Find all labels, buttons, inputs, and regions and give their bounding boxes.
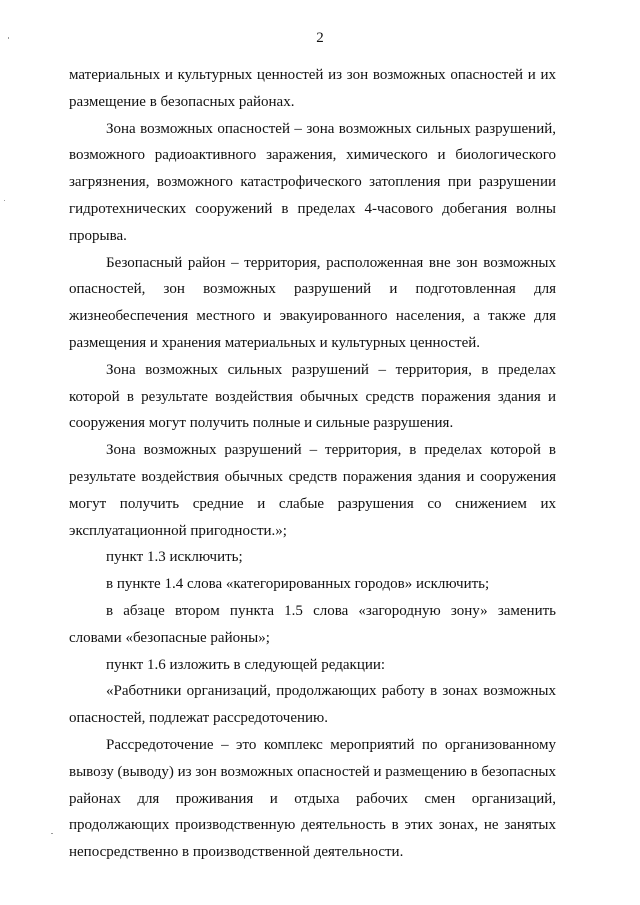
scan-mark-top-left bbox=[8, 37, 9, 39]
page-number: 2 bbox=[316, 30, 324, 46]
paragraph-item-1-6: пункт 1.6 изложить в следующей редакции: bbox=[106, 656, 386, 673]
paragraph-safe-area-definition: Безопасный район – территория, расположенная вне зон возможных опасностей, зон возможных разрушений и подготовленная для жизнеобеспечения местного и эвакуированного населения, а также для размещения и хранения материальных и культурных ценностей. bbox=[69, 254, 556, 351]
paragraph-item-1-3: пункт 1.3 исключить; bbox=[106, 549, 243, 566]
paragraph-continuation: материальных и культурных ценностей из зон возможных опасностей и их размещение в безопасных районах. bbox=[69, 67, 556, 110]
document-body bbox=[69, 62, 556, 866]
paragraph-danger-zone-definition: Зона возможных опасностей – зона возможных сильных разрушений, возможного радиоактивного заражения, химического и биологического загрязнения, возможного катастрофического затопления при разрушении гидротехнических сооружений в пределах 4-часового добегания волны прорыва. bbox=[69, 120, 556, 244]
paragraph-severe-destruction-zone: Зона возможных сильных разрушений – территория, в пределах которой в результате воздействия обычных средств поражения здания и сооружения могут получить полные и сильные разрушения. bbox=[69, 361, 556, 432]
paragraph-dispersal-definition: Рассредоточение – это комплекс мероприятий по организованному вывозу (выводу) из зон возможных опасностей и размещению в безопасных районах для проживания и отдыха рабочих смен организаций, продолжающих производственную деятельность в этих зонах, не занятых непосредственно в производственной деятельности. bbox=[69, 736, 556, 861]
paragraph-workers-dispersal: «Работники организаций, продолжающих работу в зонах возможных опасностей, подлежат рассредоточению. bbox=[69, 683, 556, 727]
paragraph-item-1-4: в пункте 1.4 слова «категорированных городов» исключить; bbox=[106, 576, 490, 593]
scan-mark-left-1 bbox=[4, 200, 5, 201]
paragraph-destruction-zone: Зона возможных разрушений – территория, в пределах которой в результате воздействия обычных средств поражения здания и сооружения могут получить средние и слабые разрушения со снижением их эксплуатационной пригодности.»; bbox=[69, 442, 556, 539]
paragraph-item-1-5: в абзаце втором пункта 1.5 слова «загородную зону» заменить словами «безопасные районы»; bbox=[69, 602, 556, 646]
scan-mark-left-2 bbox=[51, 833, 53, 834]
